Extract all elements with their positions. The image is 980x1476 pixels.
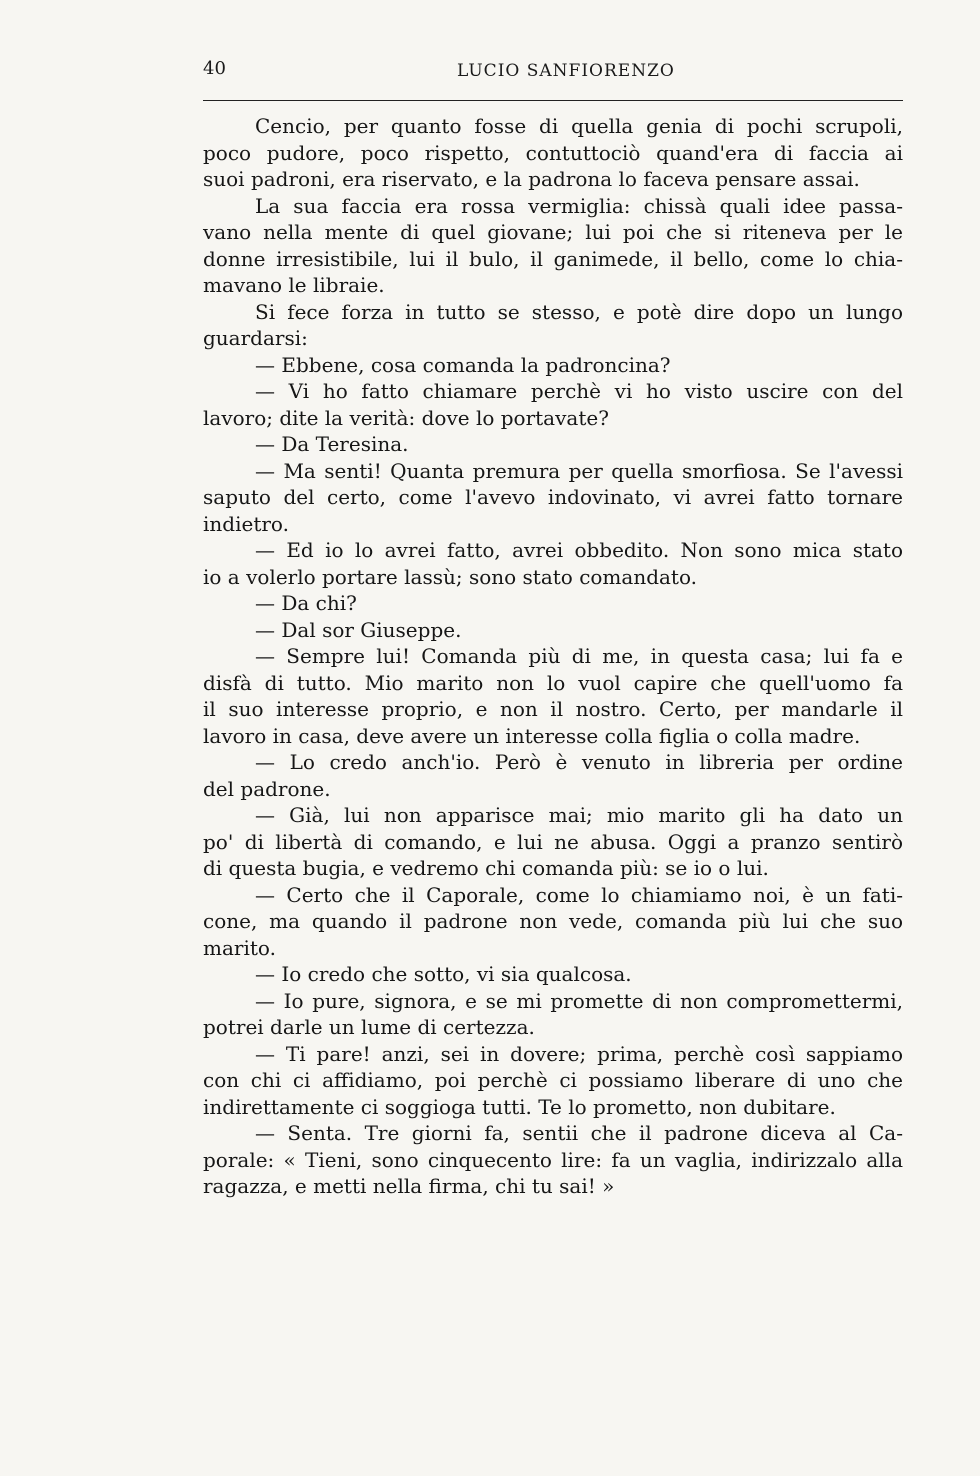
text-line: disfà di tutto. Mio marito non lo vuol capire che quell'uomo fa — [203, 670, 903, 695]
text-line: marito. — [203, 935, 276, 960]
text-line: — Vi ho fatto chiamare perchè vi ho visto uscire con del — [255, 379, 903, 403]
text-line: — Ti pare! anzi, sei in dovere; prima, perchè così sappiamo — [255, 1041, 903, 1066]
header-rule — [203, 100, 903, 101]
text-line: indirettamente ci soggioga tutti. Te lo prometto, non dubitare. — [203, 1094, 836, 1119]
text-line: vano nella mente di quel giovane; lui poi che si riteneva per le — [203, 220, 903, 244]
text-line: — Ebbene, cosa comanda la padroncina? — [255, 352, 671, 377]
text-line: — Certo che il Caporale, come lo chiamiamo noi, è un fati- — [255, 882, 903, 907]
text-line: ragazza, e metti nella firma, chi tu sai! » — [203, 1174, 615, 1198]
text-line: indietro. — [203, 511, 289, 536]
text-line: — Lo credo anch'io. Però è venuto in libreria per ordine — [255, 750, 903, 774]
text-line: cone, ma quando il padrone non vede, comanda più lui che suo — [203, 909, 903, 933]
text-line: del padrone. — [203, 776, 331, 801]
text-line: di questa bugia, e vedremo chi comanda più: se io o lui. — [203, 856, 769, 880]
text-line: saputo del certo, come l'avevo indovinato, vi avrei fatto tornare — [203, 485, 903, 509]
text-line: — Sempre lui! Comanda più di me, in questa casa; lui fa e — [255, 644, 903, 668]
text-line: poco pudore, poco rispetto, contuttociò quand'era di faccia ai — [203, 140, 903, 165]
text-line: porale: « Tieni, sono cinquecento lire: fa un vaglia, indirizzalo alla — [203, 1147, 903, 1172]
text-line: — Ed io lo avrei fatto, avrei obbedito. Non sono mica stato — [255, 538, 903, 562]
text-line: Cencio, per quanto fosse di quella genia di pochi scrupoli, — [255, 114, 903, 138]
text-line: La sua faccia era rossa vermiglia: chissà quali idee passa- — [255, 193, 903, 218]
text-line: — Io credo che sotto, vi sia qualcosa. — [255, 962, 632, 986]
page-number: 40 — [203, 58, 226, 79]
text-line: po' di libertà di comando, e lui ne abusa. Oggi a pranzo sentirò — [203, 829, 903, 854]
text-line: guardarsi: — [203, 326, 308, 350]
text-line: — Da Teresina. — [255, 432, 409, 456]
text-line: — Da chi? — [255, 591, 357, 615]
text-line: potrei darle un lume di certezza. — [203, 1015, 535, 1039]
text-line: donne irresistibile, lui il bulo, il ganimede, il bello, come lo chia- — [203, 246, 903, 271]
running-title: LUCIO SANFIORENZO — [457, 61, 675, 81]
text-line: — Senta. Tre giorni fa, sentii che il padrone diceva al Ca- — [255, 1121, 903, 1145]
text-line: suoi padroni, era riservato, e la padrona lo faceva pensare assai. — [203, 167, 860, 191]
text-line: Si fece forza in tutto se stesso, e potè dire dopo un lungo — [255, 299, 903, 324]
text-line: mavano le libraie. — [203, 273, 385, 297]
text-line: lavoro in casa, deve avere un interesse colla figlia o colla madre. — [203, 723, 861, 748]
text-line: lavoro; dite la verità: dove lo portavate? — [203, 405, 609, 430]
text-line: — Ma senti! Quanta premura per quella smorfiosa. Se l'avessi — [255, 458, 903, 483]
text-line: — Dal sor Giuseppe. — [255, 617, 462, 642]
text-line: — Già, lui non apparisce mai; mio marito gli ha dato un — [255, 803, 903, 827]
text-line: il suo interesse proprio, e non il nostro. Certo, per mandarle il — [203, 697, 903, 721]
text-line: — Io pure, signora, e se mi promette di non compromettermi, — [255, 988, 903, 1013]
text-line: con chi ci affidiamo, poi perchè ci possiamo liberare di uno che — [203, 1068, 903, 1092]
text-line: io a volerlo portare lassù; sono stato comandato. — [203, 564, 698, 589]
body-text — [203, 113, 903, 1200]
page-header — [203, 58, 903, 102]
